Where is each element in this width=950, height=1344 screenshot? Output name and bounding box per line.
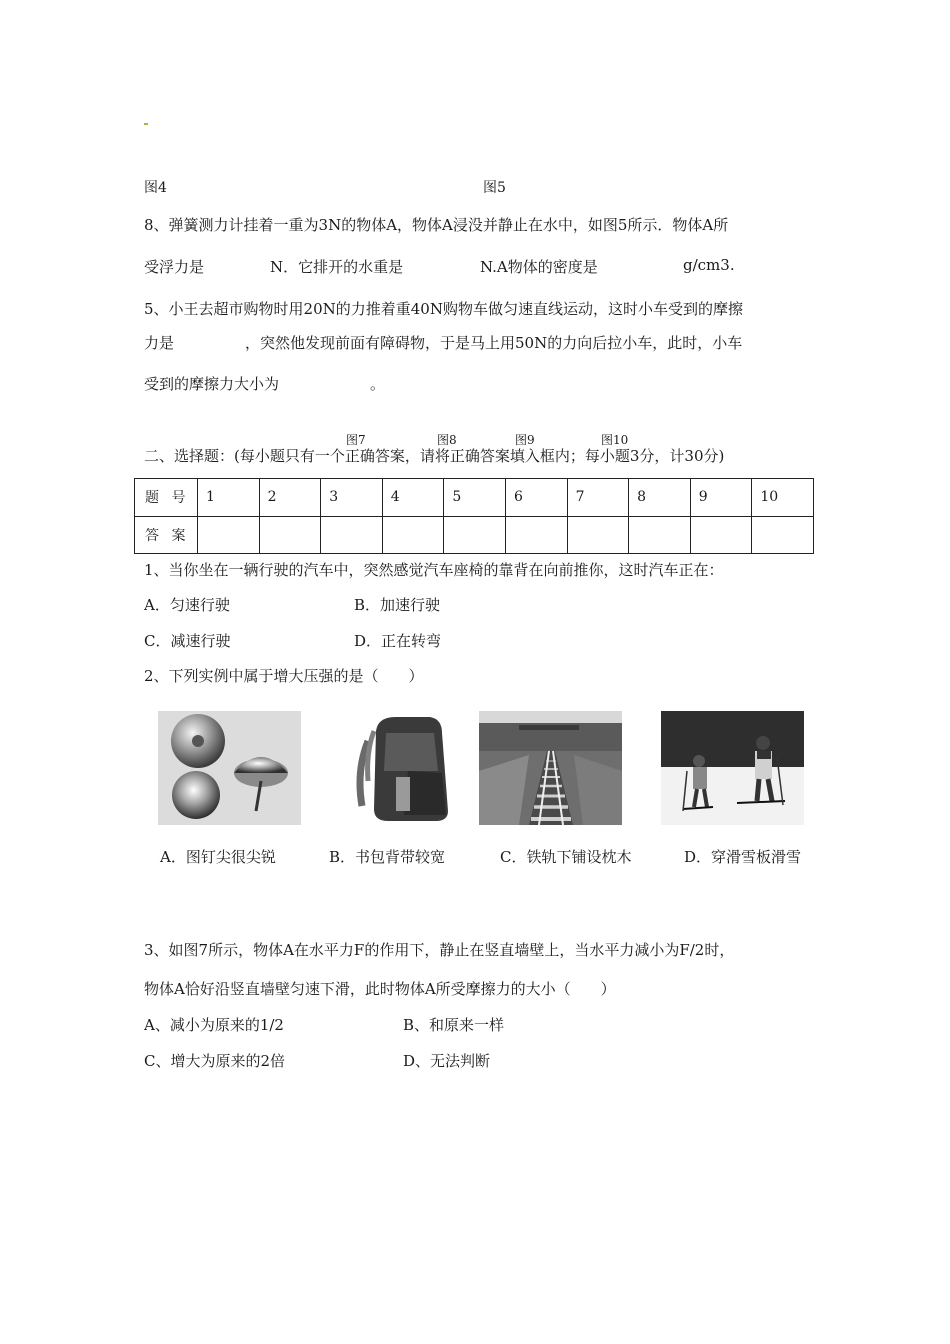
mc2-caption-b: B．书包背带较宽 xyxy=(329,848,446,866)
mc2-caption-a: A．图钉尖很尖锐 xyxy=(160,848,276,866)
answer-cell-7[interactable] xyxy=(567,516,629,554)
table-row xyxy=(135,516,814,554)
q5-line1: 5、小王去超市购物时用20N的力推着重40N购物车做匀速直线运动，这时小车受到的摩擦 xyxy=(144,300,743,318)
mc3-line1: 3、如图7所示，物体A在水平力F的作用下，静止在竖直墙壁上，当水平力减小为F/2时， xyxy=(144,941,735,959)
mc2-caption-d: D．穿滑雪板滑雪 xyxy=(684,848,802,866)
table-cell: 2 xyxy=(259,479,321,517)
q5-part3: 受到的摩擦力大小为 xyxy=(144,375,280,393)
figure-5-label: 图5 xyxy=(483,180,506,196)
mc2-stem: 2、下列实例中属于增大压强的是（ ） xyxy=(144,667,424,685)
q5-part1: 力是 xyxy=(144,334,175,352)
mc1-option-a: A．匀速行驶 xyxy=(144,596,230,614)
answer-cell-6[interactable] xyxy=(505,516,567,554)
table-cell: 4 xyxy=(382,479,444,517)
figure-8-label: 图8 xyxy=(437,433,457,447)
answer-cell-1[interactable] xyxy=(198,516,260,554)
table-cell: 5 xyxy=(444,479,506,517)
q8-part1: 受浮力是 xyxy=(144,258,205,276)
answer-cell-2[interactable] xyxy=(259,516,321,554)
mc3-option-a: A、减小为原来的1/2 xyxy=(144,1016,284,1034)
mc3-option-b: B、和原来一样 xyxy=(403,1016,505,1034)
table-cell: 1 xyxy=(198,479,260,517)
mc3-option-c: C、增大为原来的2倍 xyxy=(144,1052,286,1070)
table-cell: 6 xyxy=(505,479,567,517)
q8-part3: N.A物体的密度是 xyxy=(480,258,598,276)
q8-line1: 8、弹簧测力计挂着一重为3N的物体A，物体A浸没并静止在水中，如图5所示．物体A所 xyxy=(144,216,729,234)
answer-cell-8[interactable] xyxy=(629,516,691,554)
table-cell: 8 xyxy=(629,479,691,517)
answer-cell-10[interactable] xyxy=(752,516,814,554)
figure-10-label: 图10 xyxy=(601,433,629,447)
q5-part2: ，突然他发现前面有障碍物，于是马上用50N的力向后拉小车，此时，小车 xyxy=(245,334,743,352)
table-cell: 9 xyxy=(690,479,752,517)
answer-table xyxy=(134,478,814,554)
mc2-caption-c: C．铁轨下铺设枕木 xyxy=(500,848,632,866)
row-label-number: 题 号 xyxy=(135,479,198,517)
green-mark xyxy=(144,123,148,125)
table-cell: 10 xyxy=(752,479,814,517)
q8-part4: g/cm3. xyxy=(683,256,735,274)
answer-cell-3[interactable] xyxy=(321,516,383,554)
mc1-option-c: C．减速行驶 xyxy=(144,632,231,650)
section-2-title: 二、选择题：(每小题只有一个正确答案，请将正确答案填入框内；每小题3分，计30分) xyxy=(144,447,725,465)
answer-cell-9[interactable] xyxy=(690,516,752,554)
thumbtack-photo-icon xyxy=(158,711,301,825)
backpack-photo-icon xyxy=(338,711,481,825)
mc1-option-b: B．加速行驶 xyxy=(354,596,441,614)
table-cell: 3 xyxy=(321,479,383,517)
mc1-stem: 1、当你坐在一辆行驶的汽车中，突然感觉汽车座椅的靠背在向前推你，这时汽车正在： xyxy=(144,561,724,579)
q8-part2: N．它排开的水重是 xyxy=(270,258,404,276)
q5-part4: 。 xyxy=(370,375,386,393)
figure-7-label: 图7 xyxy=(346,433,366,447)
figure-4-label: 图4 xyxy=(144,180,167,196)
mc3-option-d: D、无法判断 xyxy=(403,1052,491,1070)
table-cell: 7 xyxy=(567,479,629,517)
figure-9-label: 图9 xyxy=(515,433,535,447)
railway-photo-icon xyxy=(479,711,622,825)
mc3-line2: 物体A恰好沿竖直墙壁匀速下滑，此时物体A所受摩擦力的大小（ ） xyxy=(144,980,616,998)
row-label-answer: 答 案 xyxy=(135,516,198,554)
mc1-option-d: D．正在转弯 xyxy=(354,632,442,650)
answer-cell-5[interactable] xyxy=(444,516,506,554)
answer-cell-4[interactable] xyxy=(382,516,444,554)
skiers-photo-icon xyxy=(661,711,804,825)
table-row xyxy=(135,479,814,517)
